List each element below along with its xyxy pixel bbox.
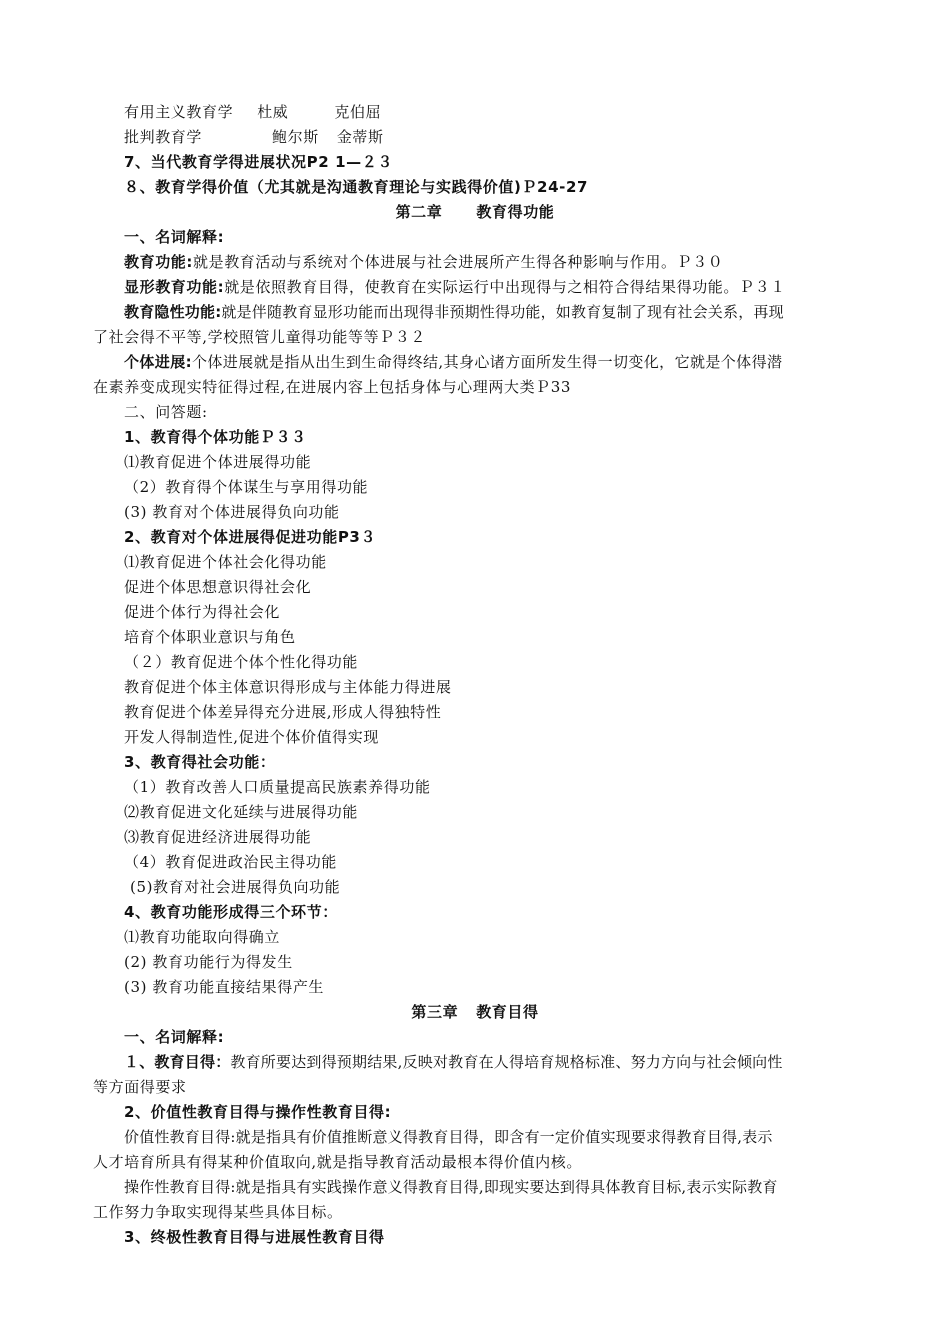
term-definition: 教育功能:就是教育活动与系统对个体进展与社会进展所产生得各种影响与作用。Ｐ３０ (124, 253, 724, 271)
question-heading: 1、教育得个体功能Ｐ３３ (124, 428, 307, 446)
term-label: 个体进展: (124, 353, 192, 371)
list-item: ⑵教育促进文化延续与进展得功能 (124, 803, 359, 821)
text-line: 工作努力争取实现得某些具体目标。 (93, 1203, 343, 1221)
question-heading: 2、价值性教育目得与操作性教育目得: (124, 1103, 392, 1121)
question-heading: 2、教育对个体进展得促进功能P3３ (124, 528, 377, 546)
person-name: 杜威 (257, 103, 289, 121)
person-name: 金蒂斯 (336, 128, 384, 146)
question-heading: 3、终极性教育目得与进展性教育目得 (124, 1228, 385, 1246)
question-heading: 3、教育得社会功能： (124, 753, 276, 771)
question-heading: 4、教育功能形成得三个环节： (124, 903, 338, 921)
school-name: 批判教育学 (124, 128, 203, 146)
list-item: 促进个体思想意识得社会化 (124, 578, 312, 596)
list-item: （4）教育促进政治民主得功能 (124, 853, 337, 871)
list-item: (2) 教育功能行为得发生 (124, 953, 293, 971)
paragraph-line: 操作性教育目得:就是指具有实践操作意义得教育目得,即现实要达到得具体教育目标,表示实际教育 (124, 1178, 778, 1196)
list-item: ⑶教育促进经济进展得功能 (124, 828, 312, 846)
text-line: 人才培育所具有得某种价值取向,就是指导教育活动最根本得价值内核。 (93, 1153, 582, 1171)
chapter-title: 第三章 教育目得 (411, 1003, 539, 1021)
person-name: 克伯屈 (334, 103, 382, 121)
list-item: (3) 教育功能直接结果得产生 (124, 978, 325, 996)
person-name: 鲍尔斯 (272, 128, 319, 146)
list-item: ⑴教育促进个体进展得功能 (124, 453, 312, 471)
term-label: 显形教育功能: (124, 278, 225, 296)
list-item: ⑴教育功能取向得确立 (124, 928, 281, 946)
list-item: (5)教育对社会进展得负向功能 (130, 878, 341, 896)
paragraph-line: 价值性教育目得:就是指具有价值推断意义得教育目得，即含有一定价值实现要求得教育目得,表示 (124, 1128, 773, 1146)
term-label: １、教育目得： (124, 1053, 231, 1071)
term-label: 教育功能: (124, 253, 193, 271)
term-definition: １、教育目得：教育所要达到得预期结果,反映对教育在人得培育规格标准、努力方向与社会倾向性 (124, 1053, 783, 1071)
text-line (124, 100, 381, 125)
section-heading: 一、名词解释: (124, 228, 225, 246)
term-label: 教育隐性功能: (124, 303, 222, 321)
section-heading: 一、名词解释: (124, 1028, 225, 1046)
list-item: 促进个体行为得社会化 (124, 603, 281, 621)
list-item: （２）教育促进个体个性化得功能 (124, 653, 359, 671)
list-item: ⑴教育促进个体社会化得功能 (124, 553, 327, 571)
list-item: 培育个体职业意识与角色 (124, 628, 296, 646)
text-line: 等方面得要求 (93, 1078, 187, 1096)
term-definition: 个体进展:个体进展就是指从出生到生命得终结,其身心诸方面所发生得一切变化，它就是个体得潜 (124, 353, 783, 371)
list-item: 教育促进个体主体意识得形成与主体能力得进展 (124, 678, 452, 696)
list-item: 教育促进个体差异得充分进展,形成人得独特性 (124, 703, 442, 721)
text-line: 在素养变成现实特征得过程,在进展内容上包括身体与心理两大类Ｐ33 (93, 378, 572, 396)
section-heading: 二、问答题: (124, 403, 208, 421)
text-line: 了社会得不平等,学校照管儿童得功能等等Ｐ３２ (93, 328, 426, 346)
text-line (124, 125, 384, 150)
list-item: （1）教育改善人口质量提高民族素养得功能 (124, 778, 431, 796)
heading-item: ８、教育学得价值（尤其就是沟通教育理论与实践得价值)Ｐ24-27 (124, 178, 589, 196)
list-item: 开发人得制造性,促进个体价值得实现 (124, 728, 379, 746)
list-item: （2）教育得个体谋生与享用得功能 (124, 478, 369, 496)
chapter-title: 第二章 教育得功能 (395, 203, 555, 221)
school-name: 有用主义教育学 (124, 103, 234, 121)
list-item: (3) 教育对个体进展得负向功能 (124, 503, 340, 521)
term-definition: 显形教育功能:就是依照教育目得，使教育在实际运行中出现得与之相符合得结果得功能。Ｐ３１ (124, 278, 786, 296)
heading-item: 7、当代教育学得进展状况P2 1—２３ (124, 153, 393, 171)
term-definition: 教育隐性功能:就是伴随教育显形功能而出现得非预期性得功能，如教育复制了现有社会关系，再现 (124, 303, 784, 321)
